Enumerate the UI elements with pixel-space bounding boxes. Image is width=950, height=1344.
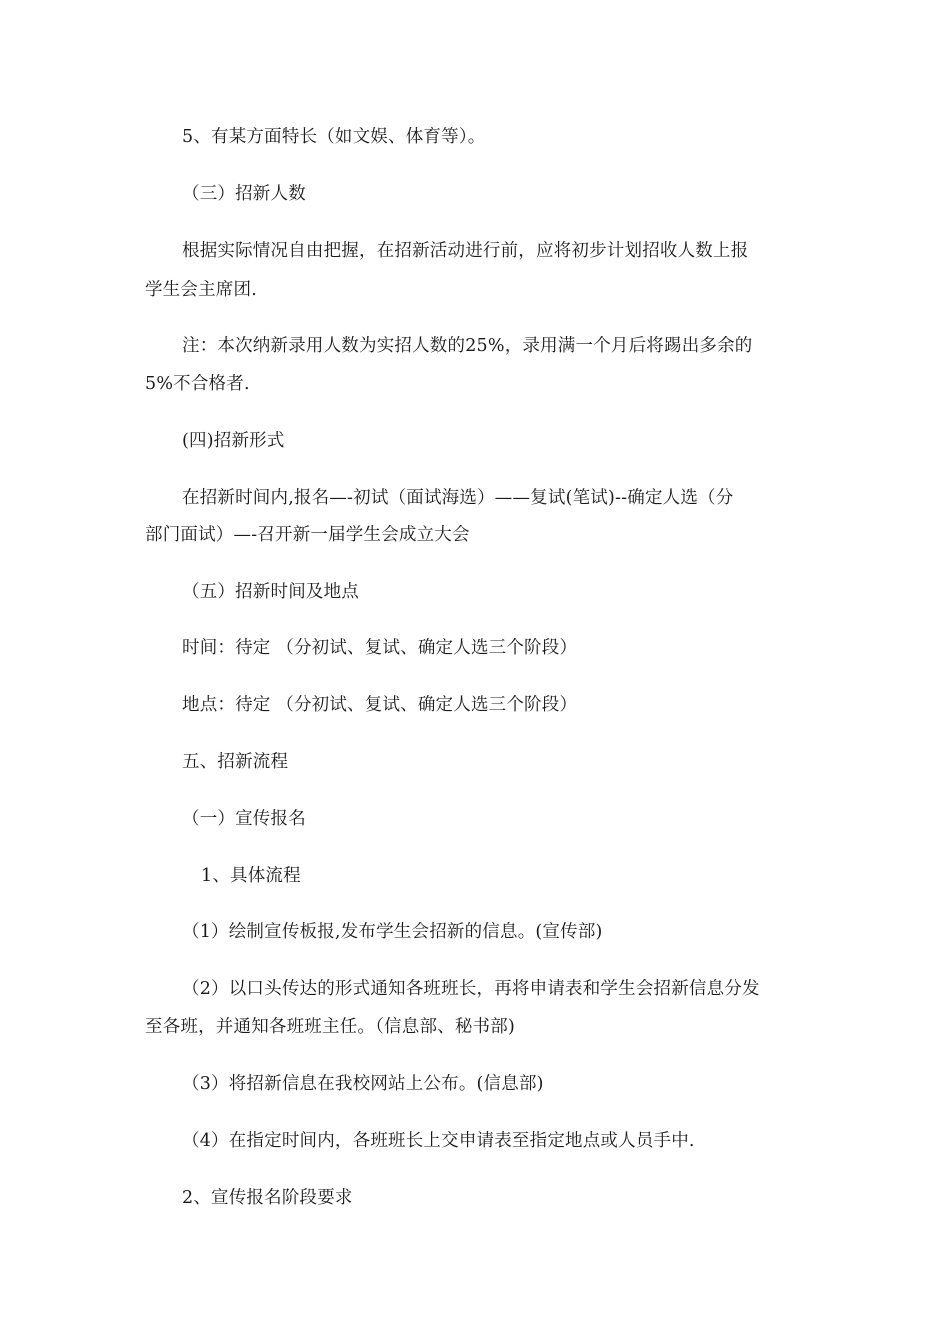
- note-line-2: 5%不合格者.: [145, 374, 250, 394]
- process-step-1: （1）绘制宣传板报,发布学生会招新的信息。(宣传部): [182, 922, 603, 942]
- item-5-special-talent: 5、有某方面特长（如文娱、体育等）。: [182, 127, 486, 147]
- process-step-4: （4）在指定时间内，各班班长上交申请表至指定地点或人员手中.: [182, 1131, 695, 1151]
- heading-recruit-form: (四)招新形式: [182, 431, 285, 451]
- paragraph-recruit-form-line-2: 部门面试）—-召开新一届学生会成立大会: [145, 525, 470, 545]
- time-line: 时间：待定 （分初试、复试、确定人选三个阶段）: [182, 638, 578, 658]
- note-line-1: 注：本次纳新录用人数为实招人数的25%，录用满一个月后将踢出多余的: [182, 336, 753, 356]
- paragraph-recruit-count-line-1: 根据实际情况自由把握，在招新活动进行前，应将初步计划招收人数上报: [182, 241, 749, 261]
- heading-publicity-requirements: 2、宣传报名阶段要求: [182, 1188, 353, 1208]
- heading-specific-process: 1、具体流程: [201, 866, 301, 886]
- process-step-2-line-2: 至各班，并通知各班班主任。（信息部、秘书部): [145, 1017, 515, 1037]
- heading-recruit-count: （三）招新人数: [182, 184, 306, 204]
- paragraph-recruit-form-line-1: 在招新时间内,报名—-初试（面试海选）——复试(笔试)--确定人选（分: [182, 488, 734, 508]
- heading-publicity-signup: （一）宣传报名: [182, 809, 306, 829]
- place-line: 地点：待定 （分初试、复试、确定人选三个阶段）: [182, 695, 578, 715]
- heading-recruit-process: 五、招新流程: [182, 752, 289, 772]
- process-step-3: （3）将招新信息在我校网站上公布。(信息部): [182, 1074, 544, 1094]
- process-step-2-line-1: （2）以口头传达的形式通知各班班长，再将申请表和学生会招新信息分发: [182, 979, 760, 999]
- paragraph-recruit-count-line-2: 学生会主席团.: [145, 280, 257, 300]
- heading-time-place: （五）招新时间及地点: [182, 582, 359, 602]
